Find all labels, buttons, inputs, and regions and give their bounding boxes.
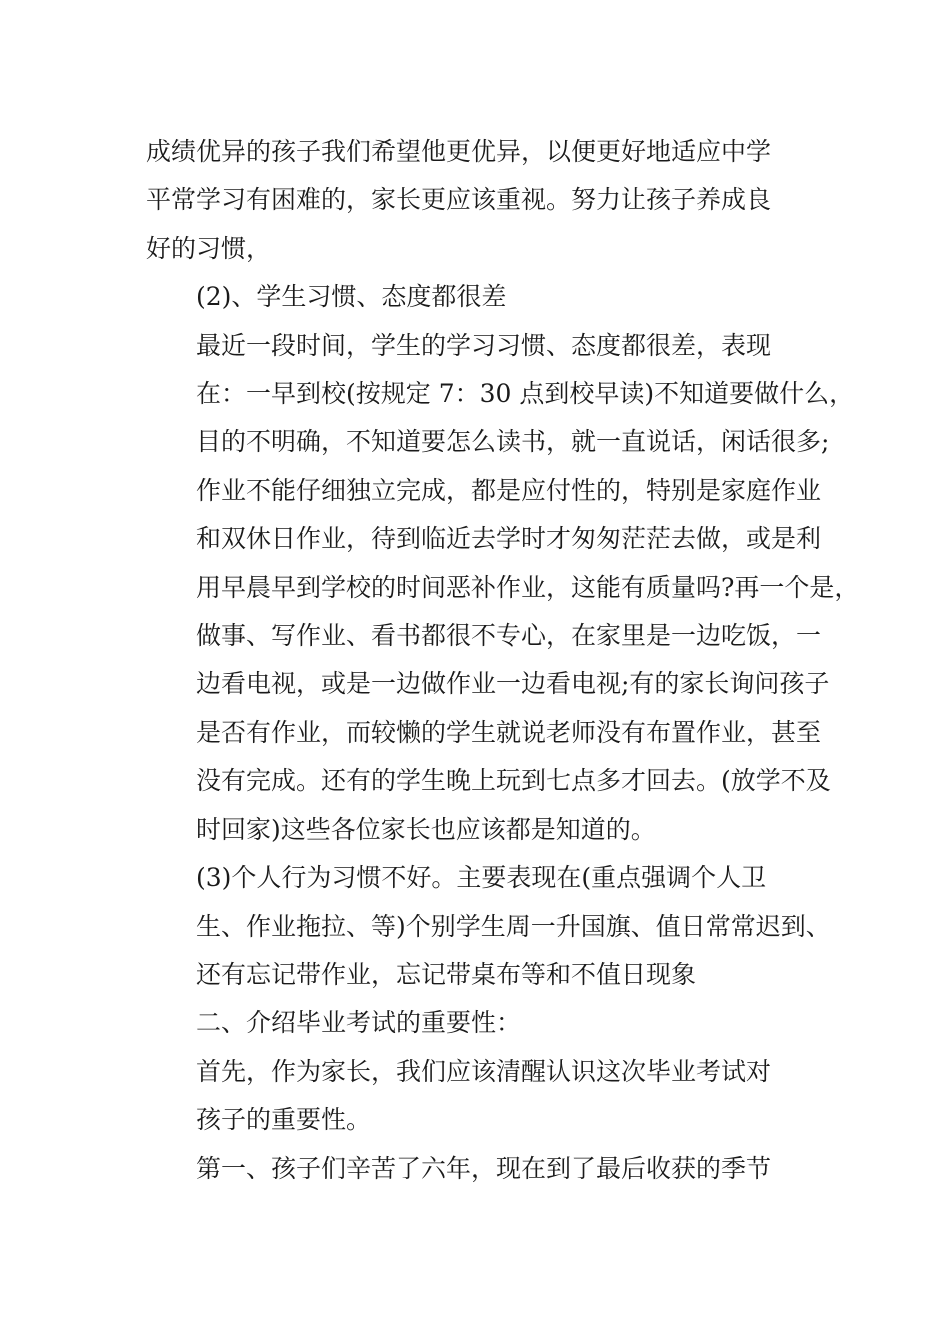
text-line: 最近一段时间，学生的学习习惯、态度都很差，表现: [196, 330, 772, 360]
paragraph: [146, 1048, 806, 1145]
text-line: 还有忘记带作业，忘记带桌布等和不值日现象: [196, 959, 697, 989]
text-line: 是否有作业，而较懒的学生就说老师没有布置作业，甚至: [196, 717, 822, 747]
text-line: (2)、学生习惯、态度都很差: [196, 282, 507, 312]
text-line: 目的不明确，不知道要怎么读书，就一直说话，闲话很多;: [196, 427, 830, 457]
text-line: 边看电视，或是一边做作业一边看电视;有的家长询问孩子: [196, 669, 830, 699]
text-line: 做事、写作业、看书都很不专心，在家里是一边吃饭，一: [196, 621, 822, 651]
paragraph: [146, 273, 806, 321]
text-line: 好的习惯，: [146, 233, 272, 263]
document-body: [146, 128, 860, 1193]
text-line: 和双休日作业，待到临近去学时才匆匆茫茫去做，或是利: [196, 524, 822, 554]
paragraph: [146, 1145, 806, 1193]
text-line: 生、作业拖拉、等)个别学生周一升国旗、值日常常迟到、: [196, 911, 831, 941]
text-line: 在：一早到校(按规定 7：30 点到校早读)不知道要做什么，: [196, 379, 855, 409]
text-line: 用早晨早到学校的时间恶补作业，这能有质量吗?再一个是，: [196, 572, 860, 602]
text-line: 孩子的重要性。: [196, 1105, 372, 1135]
text-line: 成绩优异的孩子我们希望他更优异，以便更好地适应中学: [146, 137, 772, 166]
text-line: 第一、孩子们辛苦了六年，现在到了最后收获的季节: [196, 1153, 772, 1183]
paragraph: [146, 854, 831, 999]
text-line: 首先，作为家长，我们应该清醒认识这次毕业考试对: [196, 1056, 772, 1086]
text-line: 没有完成。还有的学生晚上玩到七点多才回去。(放学不及: [196, 766, 831, 796]
text-line: 时回家)这些各位家长也应该都是知道的。: [196, 814, 656, 844]
paragraph: [146, 322, 860, 854]
text-line: 作业不能仔细独立完成，都是应付性的，特别是家庭作业: [196, 475, 822, 505]
text-line: 平常学习有困难的，家长更应该重视。努力让孩子养成良: [146, 185, 772, 215]
paragraph: [146, 176, 806, 273]
paragraph: [146, 999, 806, 1047]
text-line: (3)个人行为习惯不好。主要表现在(重点强调个人卫: [196, 863, 767, 893]
paragraph: [146, 128, 806, 176]
text-line: 二、介绍毕业考试的重要性：: [196, 1008, 522, 1038]
